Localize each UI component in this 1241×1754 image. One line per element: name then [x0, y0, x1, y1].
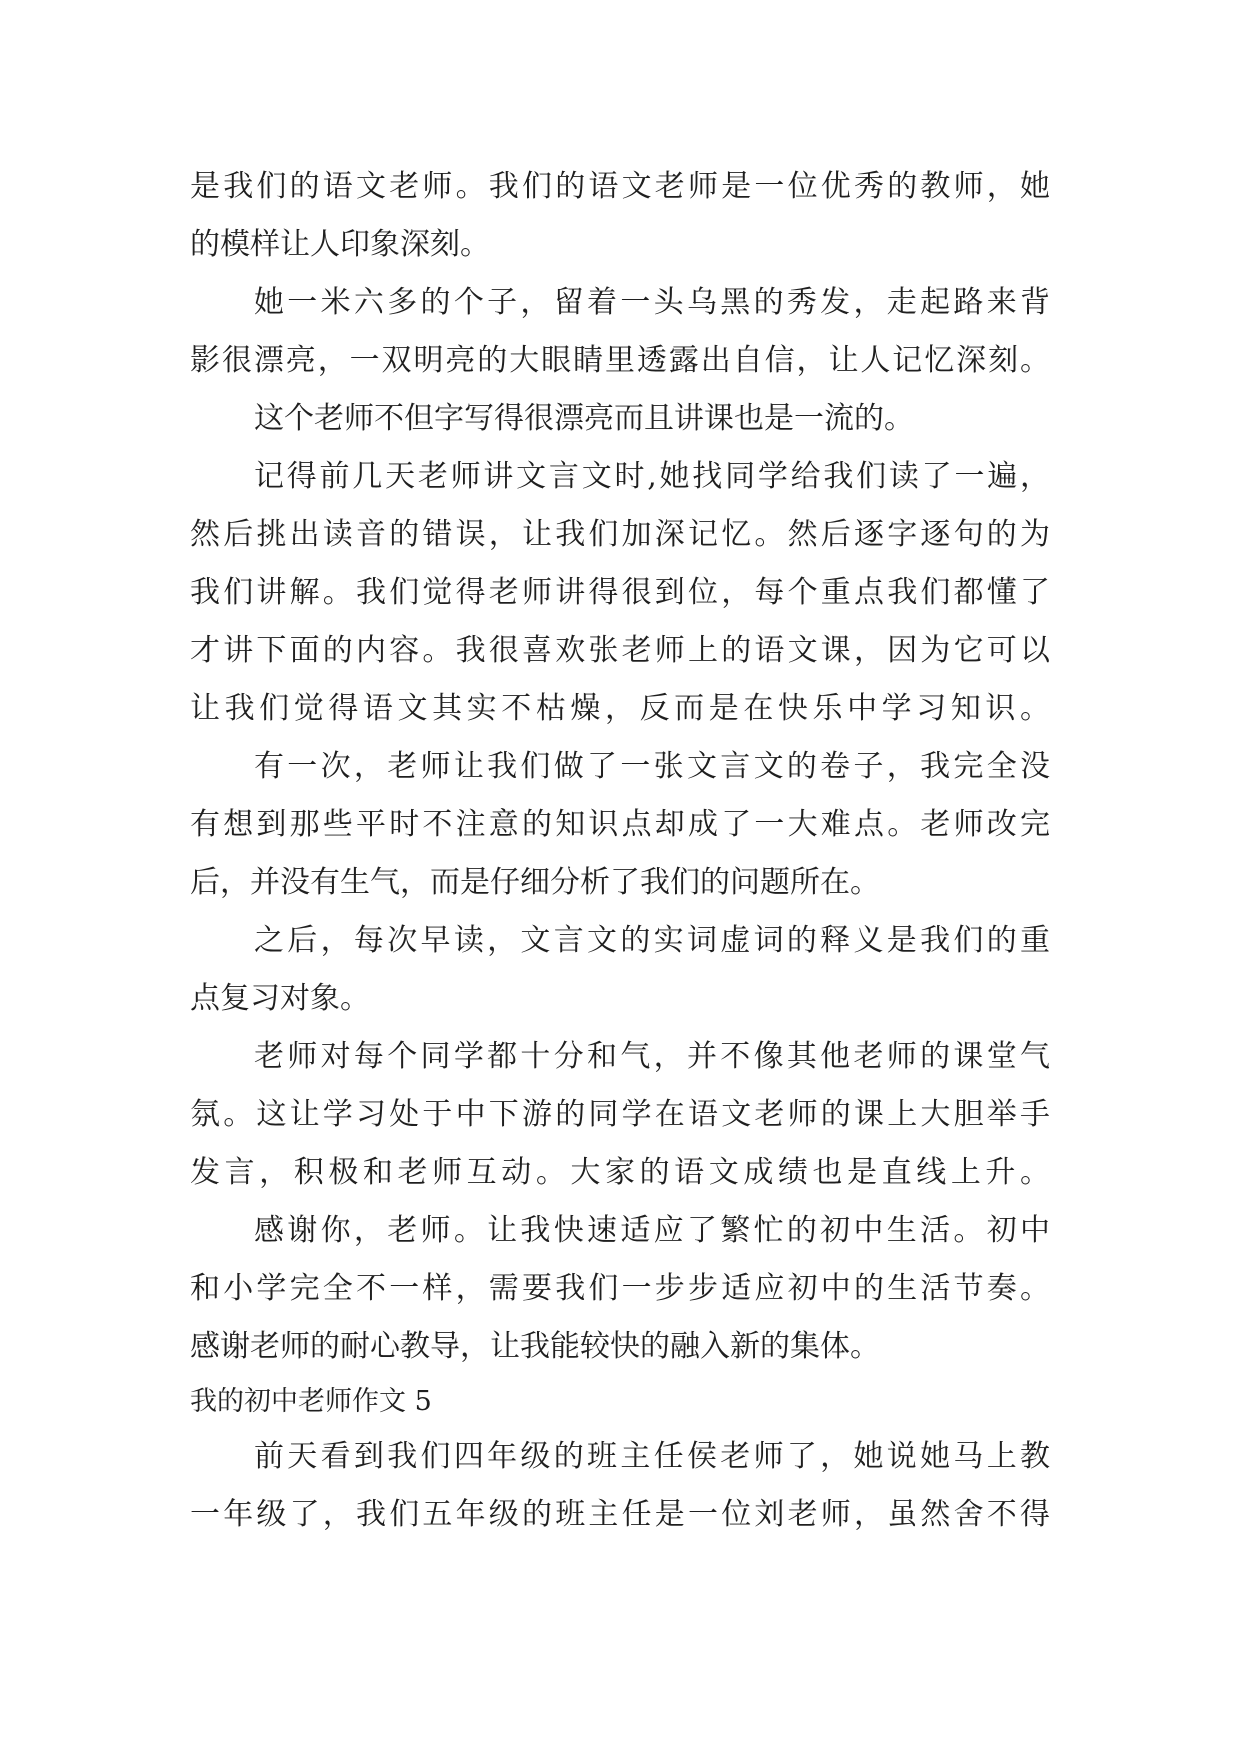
text-line: 和小学完全不一样，需要我们一步步适应初中的生活节奏。 — [190, 1271, 1054, 1306]
text-line: 感谢你，老师。让我快速适应了繁忙的初中生活。初中 — [254, 1213, 1054, 1248]
text-line: 一年级了，我们五年级的班主任是一位刘老师，虽然舍不得 — [190, 1497, 1054, 1532]
paragraph — [190, 1428, 1054, 1544]
text-line: 的模样让人印象深刻。 — [190, 227, 490, 262]
paragraph — [190, 274, 1054, 390]
text-line: 我们讲解。我们觉得老师讲得很到位，每个重点我们都懂了 — [190, 575, 1054, 610]
text-line: 让我们觉得语文其实不枯燥，反而是在快乐中学习知识。 — [190, 691, 1055, 726]
text-line: 发言，积极和老师互动。大家的语文成绩也是直线上升。 — [190, 1155, 1055, 1190]
section-heading: 我的初中老师作文 5 — [190, 1386, 432, 1417]
paragraph — [190, 1028, 1055, 1202]
paragraph — [190, 158, 1054, 274]
text-line: 前天看到我们四年级的班主任侯老师了，她说她马上教 — [254, 1439, 1054, 1474]
text-line: 记得前几天老师讲文言文时,她找同学给我们读了一遍， — [254, 459, 1053, 494]
text-line: 感谢老师的耐心教导，让我能较快的融入新的集体。 — [190, 1329, 880, 1364]
document-body — [190, 158, 1055, 1544]
text-line: 有一次，老师让我们做了一张文言文的卷子，我完全没 — [254, 749, 1054, 784]
text-line: 影很漂亮，一双明亮的大眼睛里透露出自信，让人记忆深刻。 — [190, 343, 1052, 378]
paragraph — [190, 390, 1050, 448]
paragraph — [190, 448, 1055, 738]
paragraph — [190, 1202, 1054, 1376]
text-line: 才讲下面的内容。我很喜欢张老师上的语文课，因为它可以 — [190, 633, 1054, 668]
text-line: 老师对每个同学都十分和气，并不像其他老师的课堂气 — [254, 1039, 1054, 1074]
text-line: 点复习对象。 — [190, 981, 370, 1016]
text-line: 她一米六多的个子，留着一头乌黑的秀发，走起路来背 — [254, 285, 1054, 320]
paragraph — [190, 738, 1054, 912]
text-line: 是我们的语文老师。我们的语文老师是一位优秀的教师，她 — [190, 169, 1054, 204]
paragraph — [190, 912, 1054, 1028]
text-line: 有想到那些平时不注意的知识点却成了一大难点。老师改完 — [190, 807, 1054, 842]
text-line: 然后挑出读音的错误，让我们加深记忆。然后逐字逐句的为 — [190, 517, 1054, 552]
text-line: 之后，每次早读，文言文的实词虚词的释义是我们的重 — [254, 923, 1054, 958]
text-line: 后，并没有生气，而是仔细分析了我们的问题所在。 — [190, 865, 880, 900]
text-line: 氛。这让学习处于中下游的同学在语文老师的课上大胆举手 — [190, 1097, 1054, 1132]
text-line: 这个老师不但字写得很漂亮而且讲课也是一流的。 — [254, 401, 914, 436]
